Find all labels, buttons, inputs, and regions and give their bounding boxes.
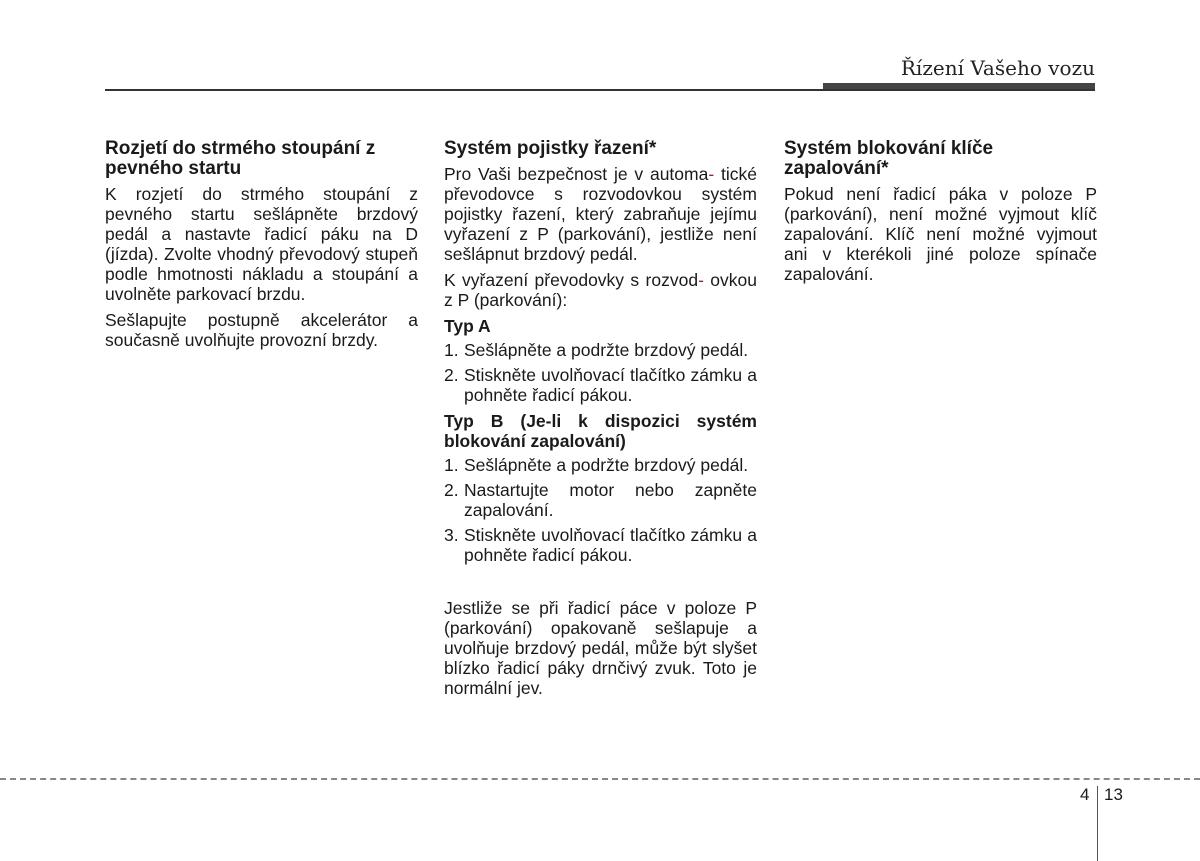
page-number: 13 xyxy=(1104,785,1123,804)
paragraph xyxy=(444,164,757,264)
footer-vertical-rule xyxy=(1097,786,1098,861)
list-item xyxy=(444,365,757,405)
list-number: 1. xyxy=(444,455,459,475)
list-item xyxy=(444,480,757,520)
subheading-type-a: Typ A xyxy=(444,316,491,336)
paragraph-part: ovkou z P (parkování): xyxy=(444,270,757,310)
list-number: 3. xyxy=(444,525,459,545)
paragraph xyxy=(444,270,757,310)
list-number: 2. xyxy=(444,480,459,500)
section-heading-hill-start: Rozjetí do strmého stoupání z pevného startu xyxy=(105,138,376,179)
header-title: Řízení Vašeho vozu xyxy=(900,56,1095,80)
header-rule xyxy=(105,89,1095,91)
list-item xyxy=(444,455,757,475)
paragraph: Sešlapujte postupně akcelerátor a současně uvolňujte provozní brzdy. xyxy=(105,310,418,350)
column-2 xyxy=(444,139,757,704)
hyphen-mark: - xyxy=(698,270,704,290)
list-text: Stiskněte uvolňovací tlačítko zámku a pohněte řadicí pákou. xyxy=(464,365,757,405)
chapter-number: 4 xyxy=(1080,785,1090,804)
paragraph-part: K vyřazení převodovky s rozvod xyxy=(444,270,699,290)
paragraph: Pokud není řadicí páka v poloze P (parkování), není možné vyjmout klíč zapalování. Klíč není možné vyjmout ani v kterékoli jiné poloze spínače zapalování. xyxy=(784,184,1097,284)
hyphen-mark: - xyxy=(708,164,715,184)
paragraph-part: Pro Vaši bezpečnost je v automa xyxy=(444,164,709,184)
spacer xyxy=(444,570,757,598)
paragraph: K rozjetí do strmého stoupání z pevného startu sešlápněte brzdový pedál a nastavte řadicí páku na D (jízda). Zvolte vhodný převodový stupeň podle hmotnosti nákladu a stoupání a uvolněte parkovací brzdu. xyxy=(105,184,418,304)
list-number: 1. xyxy=(444,340,459,360)
paragraph-part: tické převodovce s rozvodovkou systém pojistky řazení, který zabraňuje jejímu vyřazení z P (parkování), jestliže není sešlápnut brzdový pedál. xyxy=(444,164,757,264)
list-text: Stiskněte uvolňovací tlačítko zámku a pohněte řadicí pákou. xyxy=(464,525,757,565)
list-text: Sešlápněte a podržte brzdový pedál. xyxy=(464,340,749,360)
section-heading-shift-lock: Systém pojistky řazení* xyxy=(444,138,657,159)
section-heading-key-lock: Systém blokování klíče zapalování* xyxy=(784,138,994,179)
column-1 xyxy=(105,139,418,356)
list-number: 2. xyxy=(444,365,459,385)
list-item xyxy=(444,340,757,360)
column-3 xyxy=(784,139,1097,290)
list-text: Nastartujte motor nebo zapněte zapalování. xyxy=(464,480,757,520)
list-text: Sešlápněte a podržte brzdový pedál. xyxy=(464,455,749,475)
subheading-type-b: Typ B (Je-li k dispozici systém blokování zapalování) xyxy=(444,411,757,451)
list-item xyxy=(444,525,757,565)
paragraph: Jestliže se při řadicí páce v poloze P (parkování) opakovaně sešlapuje a uvolňuje brzdový pedál, může být slyšet blízko řadicí páky drnčivý zvuk. Toto je normální jev. xyxy=(444,598,757,698)
footer-divider xyxy=(0,778,1200,780)
